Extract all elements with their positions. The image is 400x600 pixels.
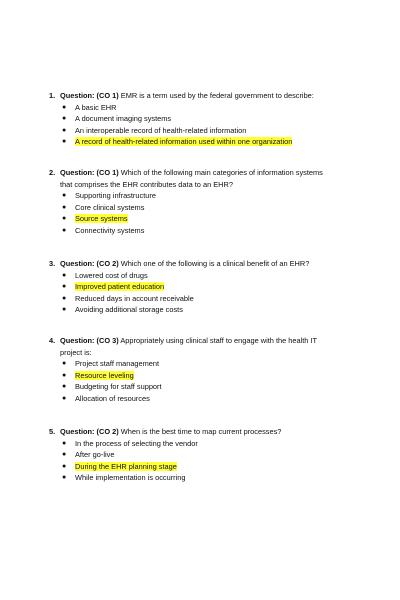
answer-options (60, 358, 360, 404)
question-text-line (60, 167, 360, 179)
answer-options (60, 270, 360, 316)
answer-option-text: A document imaging systems (75, 114, 172, 123)
bullet-icon: ● (62, 126, 67, 134)
question-text: project is: (60, 347, 92, 357)
bullet-icon: ● (62, 138, 67, 145)
question-2 (49, 167, 360, 236)
answer-option (60, 270, 360, 282)
answer-option (60, 202, 360, 214)
question-text-line (60, 258, 360, 270)
question-text: EMR is a term used by the federal government to describe: (120, 91, 314, 100)
bullet-icon: ● (62, 451, 67, 458)
answer-option (60, 472, 360, 484)
bullet-icon: ● (62, 371, 67, 379)
bullet-icon: ● (62, 115, 67, 122)
bullet-icon: ● (62, 306, 67, 313)
answer-option-highlighted (60, 213, 360, 225)
answer-option-text: During the EHR planning stage (75, 461, 177, 471)
question-text-line (60, 90, 360, 102)
answer-option-text: Improved patient education (75, 282, 165, 291)
answer-option-text: Lowered cost of drugs (75, 270, 148, 280)
answer-option-text: A record of health-related information used within one organization (75, 137, 293, 146)
question-text-line (60, 347, 360, 359)
question-text-line (60, 179, 360, 191)
bullet-icon: ● (62, 283, 67, 290)
answer-option-text: Connectivity systems (75, 225, 145, 235)
bullet-icon: ● (62, 103, 67, 111)
answer-option-text: While implementation is occurring (75, 473, 186, 482)
question-number: 4. (49, 336, 56, 345)
answer-option-highlighted (60, 461, 360, 473)
answer-option (60, 438, 360, 450)
question-label: Question: (CO 1) (60, 168, 119, 177)
answer-option-text: Source systems (75, 214, 128, 223)
answer-option-highlighted (60, 281, 360, 293)
question-text: Which of the following main categories of information systems (120, 168, 323, 177)
bullet-icon: ● (62, 439, 67, 447)
answer-option-text: Budgeting for staff support (75, 382, 162, 391)
answer-option-text: Supporting infrastructure (75, 191, 156, 200)
answer-option-highlighted (60, 136, 360, 148)
answer-option (60, 125, 360, 137)
question-3 (49, 258, 360, 316)
question-label: Question: (CO 2) (60, 427, 119, 436)
answer-option (60, 113, 360, 125)
bullet-icon: ● (62, 383, 67, 390)
answer-option (60, 393, 360, 405)
question-label: Question: (CO 1) (60, 91, 119, 100)
question-label: Question: (CO 3) (60, 336, 119, 345)
answer-option-text: Allocation of resources (75, 393, 150, 403)
answer-option (60, 304, 360, 316)
question-text-line (60, 426, 360, 438)
question-text: When is the best time to map current processes? (120, 427, 282, 436)
answer-option-highlighted (60, 370, 360, 382)
question-4 (49, 335, 360, 404)
answer-option-text: An interoperable record of health-related information (75, 125, 247, 135)
question-text: that comprises the EHR contributes data to an EHR? (60, 179, 233, 189)
answer-option (60, 190, 360, 202)
question-number: 5. (49, 427, 56, 436)
bullet-icon: ● (62, 394, 67, 402)
answer-option-text: Project staff management (75, 359, 160, 368)
bullet-icon: ● (62, 462, 67, 470)
bullet-icon: ● (62, 294, 67, 302)
answer-option (60, 449, 360, 461)
answer-option-text: Reduced days in account receivable (75, 293, 194, 303)
bullet-icon: ● (62, 215, 67, 222)
bullet-icon: ● (62, 360, 67, 367)
answer-option-text: Resource leveling (75, 370, 134, 380)
bullet-icon: ● (62, 226, 67, 234)
question-number: 2. (49, 168, 56, 177)
question-number: 3. (49, 259, 56, 268)
answer-option-text: In the process of selecting the vendor (75, 438, 198, 448)
answer-option-text: Core clinical systems (75, 202, 145, 212)
question-text: Which one of the following is a clinical benefit of an EHR? (120, 259, 310, 268)
answer-option-text: Avoiding additional storage costs (75, 305, 183, 314)
answer-option-text: After go-live (75, 450, 115, 459)
answer-options (60, 438, 360, 484)
bullet-icon: ● (62, 271, 67, 279)
bullet-icon: ● (62, 474, 67, 481)
answer-option (60, 225, 360, 237)
answer-option (60, 358, 360, 370)
answer-options (60, 102, 360, 148)
answer-option (60, 381, 360, 393)
answer-option (60, 102, 360, 114)
question-text-line (60, 335, 360, 347)
answer-option-text: A basic EHR (75, 102, 117, 112)
answer-option (60, 293, 360, 305)
question-1 (49, 90, 360, 148)
question-number: 1. (49, 91, 56, 100)
bullet-icon: ● (62, 192, 67, 199)
question-label: Question: (CO 2) (60, 259, 119, 268)
answer-options (60, 190, 360, 236)
question-text: Appropriately using clinical staff to engage with the health IT (120, 336, 318, 345)
bullet-icon: ● (62, 203, 67, 211)
question-5 (49, 426, 360, 484)
